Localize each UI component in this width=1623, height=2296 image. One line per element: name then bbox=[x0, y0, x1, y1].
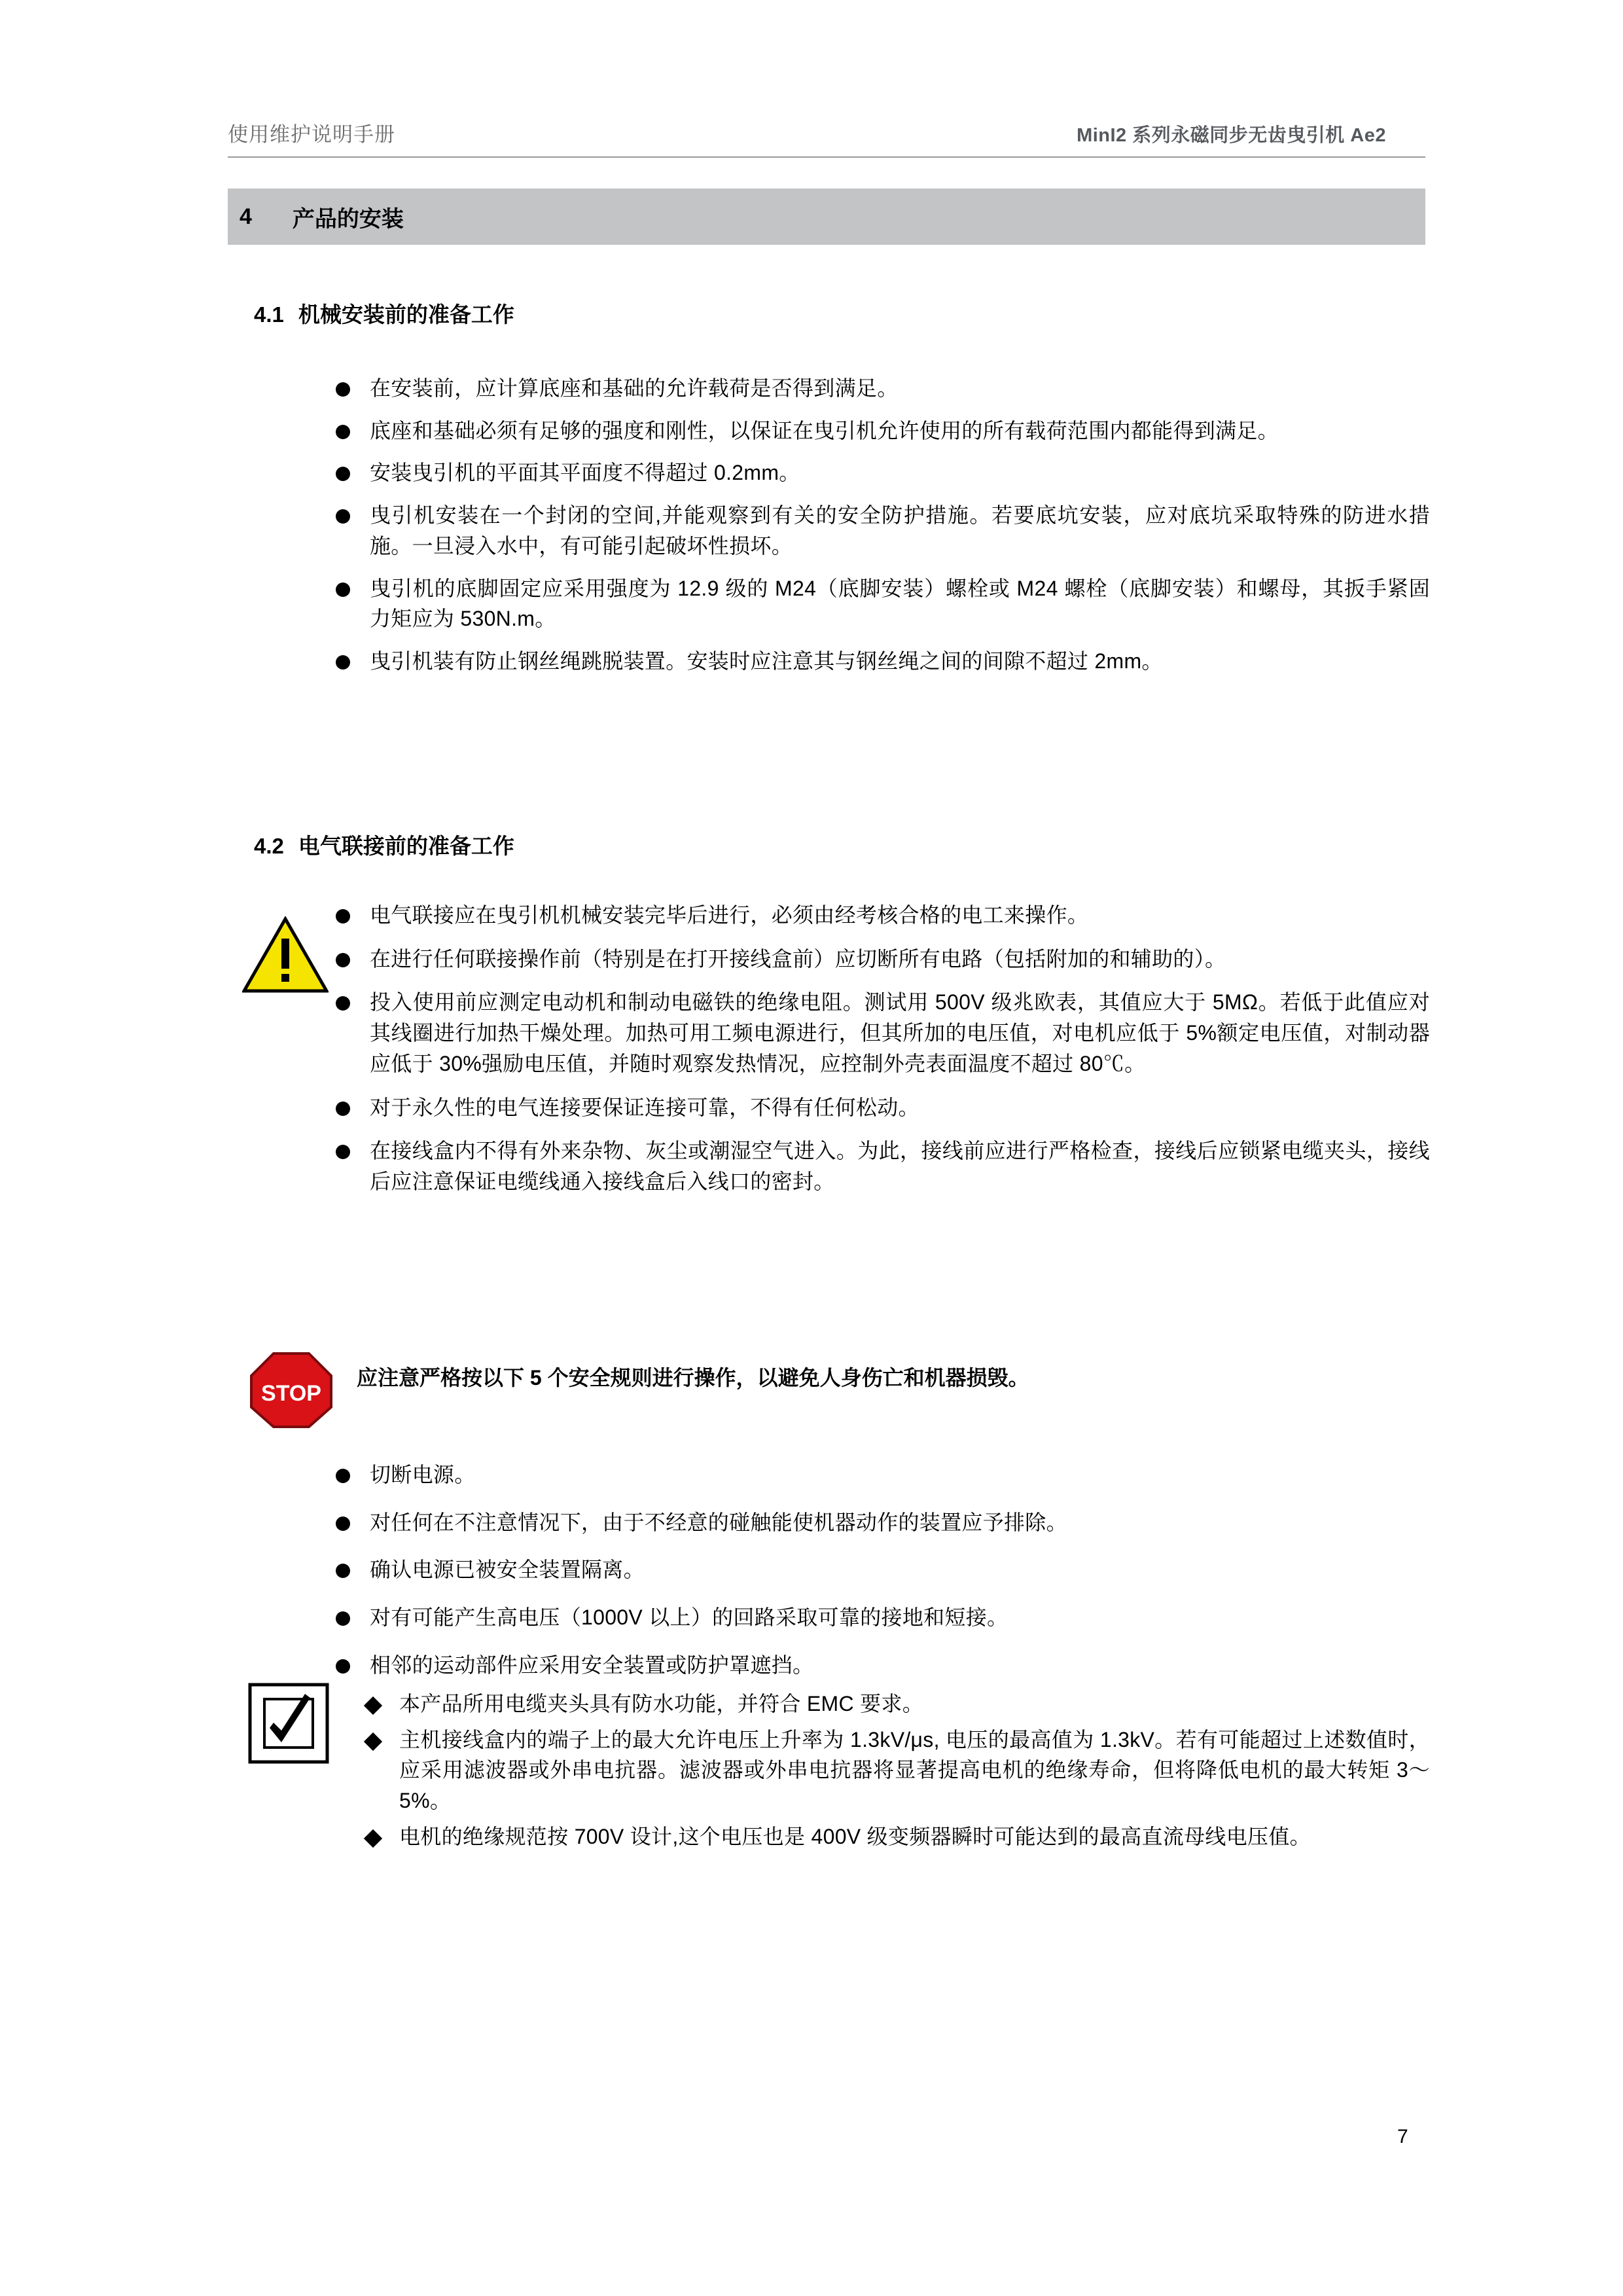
list-item-text: 在安装前，应计算底座和基础的允许载荷是否得到满足。 bbox=[370, 376, 899, 400]
section-title: 机械安装前的准备工作 bbox=[298, 302, 514, 327]
svg-text:STOP: STOP bbox=[261, 1381, 321, 1406]
list-item-text: 电气联接应在曳引机机械安装完毕后进行，必须由经考核合格的电工来操作。 bbox=[370, 903, 1089, 927]
list-item bbox=[336, 1507, 1430, 1538]
list-item bbox=[336, 1136, 1430, 1196]
list-item bbox=[336, 373, 1430, 404]
bullet-dot-icon bbox=[336, 996, 350, 1011]
bullet-dot-icon bbox=[336, 909, 350, 924]
section-heading-4-1 bbox=[254, 298, 514, 329]
bullet-dot-icon bbox=[336, 1516, 350, 1531]
bullet-dot-icon bbox=[336, 1145, 350, 1159]
list-item-text: 在接线盒内不得有外来杂物、灰尘或潮湿空气进入。为此，接线前应进行严格检查，接线后应锁紧电缆夹头，接线后应注意保证电缆线通入接线盒后入线口的密封。 bbox=[370, 1139, 1430, 1194]
bullet-dot-icon bbox=[336, 509, 350, 524]
bullet-dot-icon bbox=[336, 1564, 350, 1578]
list-item-text: 投入使用前应测定电动机和制动电磁铁的绝缘电阻。测试用 500V 级兆欧表，其值应大于 5MΩ。若低于此值应对其线圈进行加热干燥处理。加热可用工频电源进行，但其所加的电压值，对电机应低于 5%额定电压值，对制动器应低于 30%强励电压值，并随时观察发热情况，应控制外壳表面温度不超过 80℃。 bbox=[370, 990, 1430, 1075]
list-item bbox=[336, 1092, 1430, 1123]
list-item-text: 对于永久性的电气连接要保证连接可靠，不得有任何松动。 bbox=[370, 1095, 919, 1119]
bullet-dot-icon bbox=[336, 1469, 350, 1483]
list-item-text: 安装曳引机的平面其平面度不得超过 0.2mm。 bbox=[370, 461, 800, 485]
list-item-text: 切断电源。 bbox=[370, 1463, 476, 1486]
list-item-text: 确认电源已被安全装置隔离。 bbox=[370, 1558, 645, 1582]
header-product-title: MinI2 系列永磁同步无齿曳引机 Ae2 bbox=[1077, 125, 1386, 146]
list-item bbox=[366, 1689, 1430, 1719]
checkbox-check-icon bbox=[247, 1682, 330, 1765]
list-item-text: 底座和基础必须有足够的强度和刚性，以保证在曳引机允许使用的所有载荷范围内都能得到满足。 bbox=[370, 418, 1279, 442]
chapter-title: 产品的安装 bbox=[292, 206, 404, 232]
list-item-text: 对有可能产生高电压（1000V 以上）的回路采取可靠的接地和短接。 bbox=[370, 1605, 1008, 1630]
list-item bbox=[336, 573, 1430, 634]
list-item-text: 曳引机装有防止钢丝绳跳脱装置。安装时应注意其与钢丝绳之间的间隙不超过 2mm。 bbox=[370, 649, 1163, 673]
list-item-text: 在进行任何联接操作前（特别是在打开接线盒前）应切断所有电路（包括附加的和辅助的）。 bbox=[370, 946, 1226, 971]
list-item bbox=[336, 900, 1430, 931]
list-item-text: 本产品所用电缆夹头具有防水功能，并符合 EMC 要求。 bbox=[399, 1692, 923, 1715]
list-item bbox=[336, 646, 1430, 677]
electrical-preparation-list bbox=[336, 900, 1430, 1210]
bullet-diamond-icon bbox=[364, 1732, 382, 1751]
header-manual-title: 使用维护说明手册 bbox=[228, 123, 395, 146]
bullet-dot-icon bbox=[336, 583, 350, 597]
section-number: 4.1 bbox=[254, 302, 284, 327]
stop-sign-icon bbox=[247, 1350, 335, 1429]
bullet-dot-icon bbox=[336, 655, 350, 670]
page-number: 7 bbox=[1397, 2126, 1408, 2147]
list-item bbox=[366, 1821, 1430, 1852]
list-item-text: 对任何在不注意情况下，由于不经意的碰触能使机器动作的装置应予排除。 bbox=[370, 1510, 1067, 1534]
list-item-text: 相邻的运动部件应采用安全装置或防护罩遮挡。 bbox=[370, 1653, 814, 1677]
bullet-dot-icon bbox=[336, 467, 350, 481]
list-item bbox=[336, 1650, 1430, 1681]
list-item bbox=[336, 987, 1430, 1079]
bullet-diamond-icon bbox=[364, 1829, 382, 1848]
bullet-dot-icon bbox=[336, 953, 350, 967]
list-item bbox=[366, 1725, 1430, 1816]
bullet-diamond-icon bbox=[364, 1696, 382, 1715]
section-title: 电气联接前的准备工作 bbox=[298, 834, 514, 858]
list-item bbox=[336, 457, 1430, 488]
section-number: 4.2 bbox=[254, 834, 284, 858]
mechanical-preparation-list bbox=[336, 373, 1430, 689]
safety-rules-list bbox=[336, 1460, 1430, 1698]
warning-triangle-icon bbox=[242, 916, 329, 994]
chapter-number: 4 bbox=[240, 204, 252, 229]
list-item bbox=[336, 1554, 1430, 1585]
bullet-dot-icon bbox=[336, 1611, 350, 1626]
bullet-dot-icon bbox=[336, 425, 350, 439]
list-item-text: 曳引机安装在一个封闭的空间,并能观察到有关的安全防护措施。若要底坑安装，应对底坑采取特殊的防进水措施。一旦浸入水中，有可能引起破坏性损坏。 bbox=[370, 503, 1430, 558]
list-item bbox=[336, 416, 1430, 446]
bullet-dot-icon bbox=[336, 382, 350, 397]
list-item bbox=[336, 944, 1430, 975]
bullet-dot-icon bbox=[336, 1659, 350, 1674]
list-item-text: 电机的绝缘规范按 700V 设计,这个电压也是 400V 级变频器瞬时可能达到的最高直流母线电压值。 bbox=[399, 1824, 1311, 1848]
list-item bbox=[336, 500, 1430, 561]
bullet-dot-icon bbox=[336, 1102, 350, 1116]
notes-list bbox=[366, 1689, 1430, 1857]
stop-warning-note: 应注意严格按以下 5 个安全规则进行操作，以避免人身伤亡和机器损毁。 bbox=[357, 1366, 1029, 1390]
list-item bbox=[336, 1460, 1430, 1490]
page-header bbox=[228, 118, 1425, 158]
list-item-text: 主机接线盒内的端子上的最大允许电压上升率为 1.3kV/μs, 电压的最高值为 1.3kV。若有可能超过上述数值时，应采用滤波器或外串电抗器。滤波器或外串电抗器将显著提高电机的绝缘寿命，但将降低电机的最大转矩 3～5%。 bbox=[399, 1727, 1430, 1813]
chapter-heading-bar bbox=[228, 188, 1425, 245]
list-item bbox=[336, 1602, 1430, 1633]
list-item-text: 曳引机的底脚固定应采用强度为 12.9 级的 M24（底脚安装）螺栓或 M24 螺栓（底脚安装）和螺母，其扳手紧固力矩应为 530N.m。 bbox=[370, 576, 1430, 631]
section-heading-4-2 bbox=[254, 829, 514, 860]
